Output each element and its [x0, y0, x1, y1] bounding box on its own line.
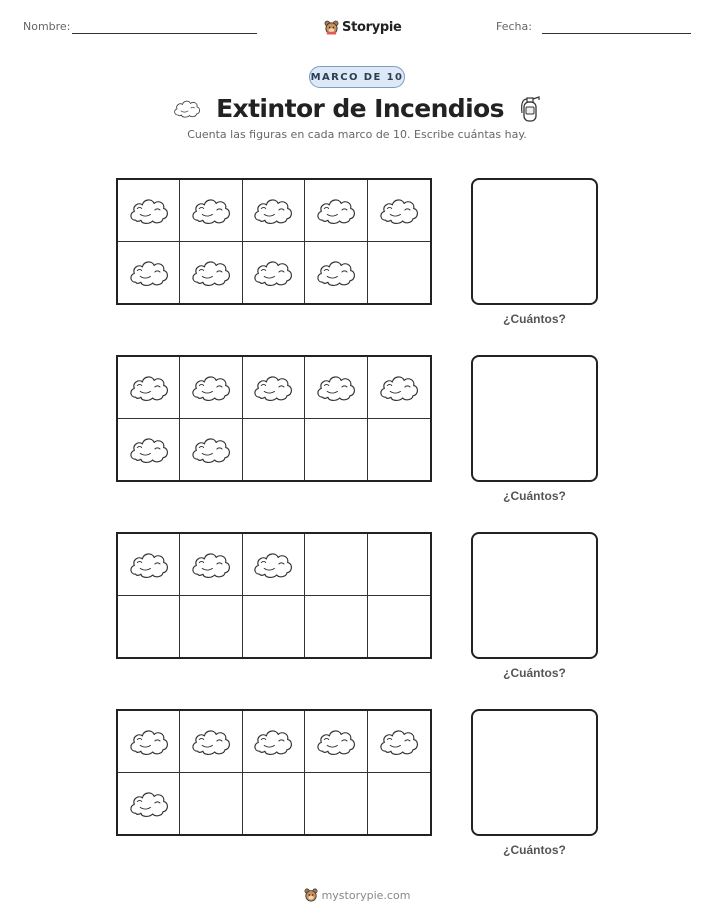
frame-cell	[243, 534, 305, 596]
ten-frame	[116, 355, 432, 482]
name-label: Nombre:	[23, 20, 71, 33]
date-line[interactable]	[542, 33, 691, 34]
frame-cell	[243, 419, 305, 481]
answer-box[interactable]	[471, 532, 598, 659]
cloud-icon	[189, 369, 233, 405]
cloud-icon	[189, 431, 233, 467]
ten-frame	[116, 709, 432, 836]
frame-cell	[180, 357, 242, 419]
frame-cell	[243, 357, 305, 419]
frame-cell	[368, 534, 430, 596]
frame-cell	[305, 419, 367, 481]
brand-logo	[324, 18, 402, 36]
frame-cell	[305, 180, 367, 242]
worksheet-type-badge: MARCO DE 10	[309, 66, 405, 88]
cloud-icon	[314, 723, 358, 759]
cloud-icon	[251, 192, 295, 228]
name-line[interactable]	[72, 33, 257, 34]
cloud-icon	[377, 192, 421, 228]
bear-mascot-icon	[324, 20, 339, 35]
frame-cell	[305, 711, 367, 773]
frame-cell	[180, 596, 242, 658]
frame-cell	[368, 180, 430, 242]
frame-cell	[118, 357, 180, 419]
cloud-icon	[251, 723, 295, 759]
frame-cell	[118, 534, 180, 596]
answer-box[interactable]	[471, 355, 598, 482]
frame-cell	[368, 242, 430, 304]
footer-url[interactable]: mystorypie.com	[321, 888, 411, 902]
instructions: Cuenta las figuras en cada marco de 10. Escribe cuántas hay.	[187, 128, 527, 141]
answer-box[interactable]	[471, 178, 598, 305]
worksheet-header	[0, 18, 714, 40]
cloud-icon	[127, 192, 171, 228]
cloud-icon	[172, 96, 202, 120]
frame-cell	[368, 711, 430, 773]
cloud-icon	[189, 723, 233, 759]
frame-cell	[368, 773, 430, 835]
answer-prompt: ¿Cuántos?	[503, 489, 566, 503]
frame-cell	[180, 180, 242, 242]
cloud-icon	[251, 254, 295, 290]
cloud-icon	[189, 254, 233, 290]
title-row	[0, 90, 714, 126]
ten-frame	[116, 178, 432, 305]
cloud-icon	[251, 546, 295, 582]
frame-cell	[118, 711, 180, 773]
frame-cell	[368, 596, 430, 658]
frame-cell	[305, 534, 367, 596]
cloud-icon	[314, 192, 358, 228]
frame-cell	[180, 773, 242, 835]
date-label: Fecha:	[496, 20, 532, 33]
frame-cell	[118, 596, 180, 658]
cloud-icon	[314, 254, 358, 290]
cloud-icon	[127, 369, 171, 405]
frame-cell	[243, 180, 305, 242]
frame-cell	[243, 596, 305, 658]
frame-cell	[305, 242, 367, 304]
brand-name: Storypie	[342, 19, 402, 35]
frame-cell	[243, 773, 305, 835]
footer	[0, 884, 714, 906]
frame-cell	[368, 357, 430, 419]
frame-cell	[243, 242, 305, 304]
frame-cell	[180, 711, 242, 773]
cloud-icon	[377, 723, 421, 759]
cloud-icon	[127, 254, 171, 290]
answer-box[interactable]	[471, 709, 598, 836]
cloud-icon	[189, 192, 233, 228]
frame-cell	[118, 180, 180, 242]
ten-frame	[116, 532, 432, 659]
answer-prompt: ¿Cuántos?	[503, 843, 566, 857]
page-title: Extintor de Incendios	[216, 93, 504, 123]
frame-cell	[368, 419, 430, 481]
cloud-icon	[314, 369, 358, 405]
fire-extinguisher-icon	[518, 93, 542, 123]
cloud-icon	[377, 369, 421, 405]
frame-cell	[118, 242, 180, 304]
frame-cell	[243, 711, 305, 773]
frame-cell	[180, 534, 242, 596]
frame-cell	[305, 357, 367, 419]
cloud-icon	[251, 369, 295, 405]
answer-prompt: ¿Cuántos?	[503, 312, 566, 326]
answer-prompt: ¿Cuántos?	[503, 666, 566, 680]
frame-cell	[118, 419, 180, 481]
cloud-icon	[189, 546, 233, 582]
frame-cell	[180, 242, 242, 304]
frame-cell	[180, 419, 242, 481]
frame-cell	[305, 596, 367, 658]
frame-cell	[305, 773, 367, 835]
cloud-icon	[127, 546, 171, 582]
cloud-icon	[127, 785, 171, 821]
bear-mascot-icon	[304, 888, 318, 902]
cloud-icon	[127, 723, 171, 759]
frame-cell	[118, 773, 180, 835]
cloud-icon	[127, 431, 171, 467]
